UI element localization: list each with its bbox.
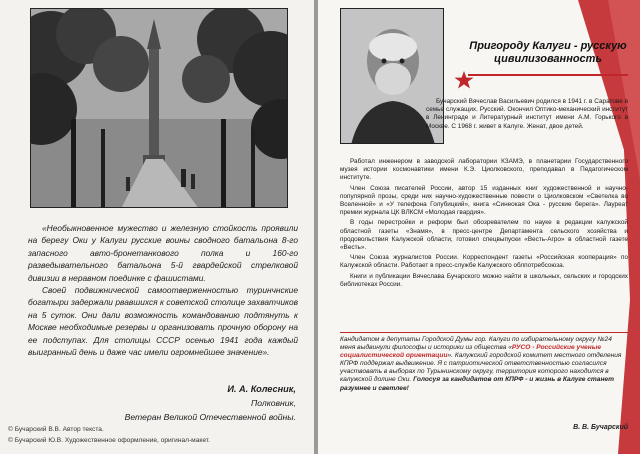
bio-paragraph-3: В годы перестройки и реформ был обозревателем по науке в редакции калужской областной газеты «Знамя», в пресс-центре Департамента сельского хозяйства и продовольствия Калужской области, готовил спецвыпуски «Весть-Агро» в областной газете «Весть». [340, 219, 628, 252]
monument-alley-photo [30, 8, 288, 208]
right-page [318, 0, 640, 454]
copyright-author: © Бучарский В.В. Автор текста. [8, 426, 104, 433]
copyright-design: © Бучарский Ю.В. Художественное оформление, оригинал-макет. [8, 437, 210, 444]
signature-title: Полковник, [251, 398, 296, 408]
quote-paragraph-1: «Необыкновенное мужество и железную стойкость проявили на берегу Оки у Калуги русские воины сводного батальона 8-го запасного авто-бронетанкового полка и 160-го разведывательного батальона 5-й гвардейской стрелковой дивизии в неравном поединке с фашистами. [28, 223, 298, 283]
biography-body [340, 158, 628, 291]
quote-block [28, 222, 298, 358]
bio-paragraph-4: Член Союза журналистов России. Корреспондент газеты «Российская кооперация» по Калужской области. Работает в пресс-службе Калужского облпотребсоюза. [340, 254, 628, 270]
candidate-separator [340, 332, 628, 333]
author-bio: Бучарский Вячеслав Васильевич родился в 1941 г. в Саратове в семье служащих. Русский. Окончил Оптико-механический институт в Ленинграде и Литературный институт имени А.М. Горького в Москве. С 1968 г. живет в Калуге. Женат, двое детей. [426, 98, 628, 130]
signature-name: И. А. Колесник, [227, 384, 296, 394]
candidate-text-part1: Кандидатом в депутаты Городской Думы гор. Калуги по избирательному округу №24 меня выдвинули философы и историки из общества « [340, 336, 612, 352]
candidate-slogan: Голосуя за кандидатов от КПРФ - и жизнь в Калуге станет разумнее и светлее! [340, 376, 614, 392]
signature-title-veteran: Ветеран Великой Отечественной войны. [124, 412, 296, 422]
bio-paragraph-5: Книги и публикации Вячеслава Бучарского можно найти в школьных, сельских и городских библиотеках России. [340, 272, 628, 288]
left-page [0, 0, 314, 454]
quote-paragraph-2: Своей подвижнической самоотверженностью туринчнские богатыри задержали рвавшихся к советской столице захватчиков на 5 суток. Они дали возможность командованию подтянуть к Москве необходимые резервы и организовать прочную оборону на ее подступах. Для столицы СССР осенью 1941 года каждый выигранный день и даже час имели огромнейшее значение». [28, 285, 298, 358]
bio-paragraph-2: Член Союза писателей России, автор 15 изданных книг художественной и научно-популярной прозы, среди них научно-художественные повести о Циолковском «Светелка во Вселенной» и «У телефона Голубицкий», книга «Синеокая Ока - русские берега». Лауреат премии журнала ЦК ВЛКСМ «Молодая гвардия». [340, 184, 628, 217]
bio-paragraph-1: Работал инженером в заводской лаборатории КЗАМЭ, в планетарии Государственного музея истории космонавтики имени К.Э. Циолковского, преподавал в Педагогическом институте. [340, 158, 628, 182]
candidate-org-name: РУСО - Российские ученые социалистической ориентации [340, 344, 601, 360]
title-underline [468, 74, 628, 76]
candidate-text-part2: ». Калужский городской комитет местного отделения КПРФ поддержал выдвижение. Я с патриотической ответственностью согласился участвовать в выборах по Турынинскому округу, территория которого находится в калужской долине Оки. [340, 352, 622, 384]
red-star-icon [454, 70, 474, 90]
page-title: Пригороду Калуги - русскую цивилизованность [469, 40, 627, 65]
candidate-statement [340, 336, 628, 393]
candidate-signature: В. В. Бучарский [573, 424, 628, 431]
